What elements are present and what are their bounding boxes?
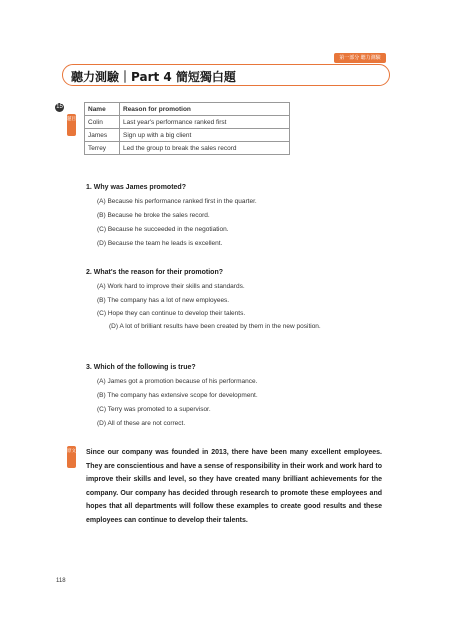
option-2d: (D) A lot of brilliant results have been created by them in the new position. — [109, 323, 321, 330]
option-3a: (A) James got a promotion because of his performance. — [97, 378, 258, 385]
passage-text: Since our company was founded in 2013, there have been many excellent employees. They are conscientious and have a sense of responsibility in their work and work hard to improve their skills and level, so they have created many brilliant achievements for the company. Our company has decided through research to promote these employees and hopes that all departments will follow these examples to create good results and these employees can continue to develop their talents. — [86, 449, 382, 524]
option-2a: (A) Work hard to improve their skills and standards. — [97, 283, 245, 290]
option-3b: (B) The company has extensive scope for development. — [97, 392, 258, 399]
table-cell: Terrey — [85, 142, 120, 155]
option-1d: (D) Because the team he leads is excellent. — [97, 240, 223, 247]
table-cell: James — [85, 129, 120, 142]
table-cell: Led the group to break the sales record — [120, 142, 290, 155]
option-2c: (C) Hope they can continue to develop their talents. — [97, 310, 246, 317]
table-cell: Last year's performance ranked first — [120, 116, 290, 129]
audio-track-icon: 15 — [56, 104, 63, 110]
question-1: 1. Why was James promoted? — [86, 184, 186, 191]
title-bar — [62, 64, 390, 86]
question-3: 3. Which of the following is true? — [86, 364, 196, 371]
questions-tab-marker: 題目 — [67, 114, 76, 136]
promotion-table — [84, 102, 290, 155]
option-3c: (C) Terry was promoted to a supervisor. — [97, 406, 211, 413]
table-row — [85, 129, 290, 142]
table-cell: Sign up with a big client — [120, 129, 290, 142]
option-1b: (B) Because he broke the sales record. — [97, 212, 210, 219]
section-label: 第一部分 聽力測驗 — [334, 53, 386, 63]
table-row — [85, 142, 290, 155]
question-2: 2. What's the reason for their promotion? — [86, 269, 224, 276]
page-title: 聽力測驗｜Part 4 簡短獨白題 — [71, 70, 236, 84]
table-header-cell: Reason for promotion — [120, 103, 290, 116]
option-1a: (A) Because his performance ranked first in the quarter. — [97, 198, 257, 205]
table-header-cell: Name — [85, 103, 120, 116]
script-tab-marker: 原文 — [67, 446, 76, 468]
option-3d: (D) All of these are not correct. — [97, 420, 186, 427]
option-2b: (B) The company has a lot of new employees. — [97, 297, 230, 304]
table-header-row — [85, 103, 290, 116]
table-row — [85, 116, 290, 129]
table-cell: Colin — [85, 116, 120, 129]
page-number: 118 — [56, 578, 66, 584]
option-1c: (C) Because he succeeded in the negotiation. — [97, 226, 229, 233]
